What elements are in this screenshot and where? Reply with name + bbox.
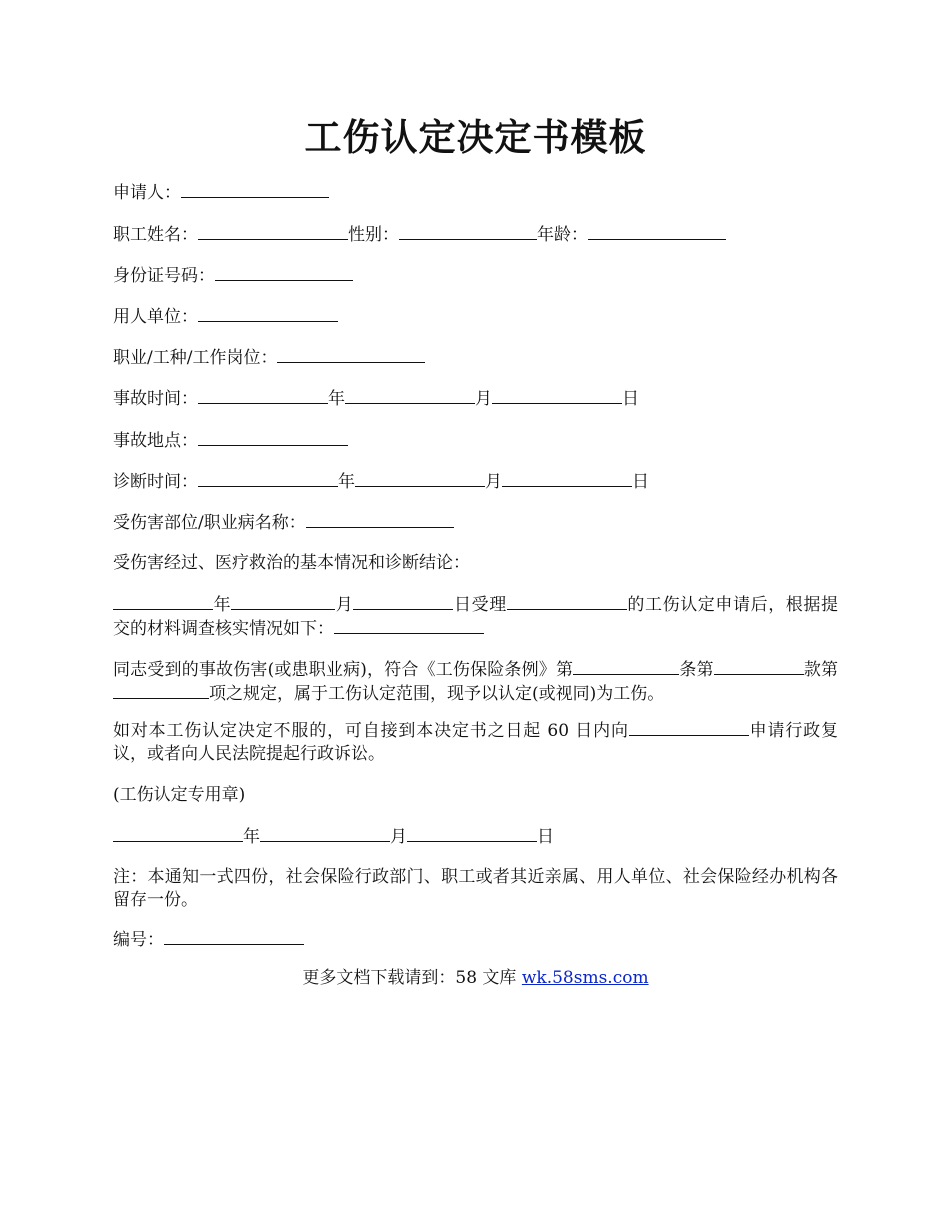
day-label: 日 xyxy=(632,472,649,492)
worker-name-blank xyxy=(198,223,348,240)
accident-month-blank xyxy=(345,387,475,404)
determination-text-b: 条第 xyxy=(679,660,714,680)
article-blank xyxy=(573,658,679,675)
year-label: 年 xyxy=(213,595,232,615)
appeal-text-b: 申请行政复议，或者向人民法院提起行政诉讼。 xyxy=(113,721,838,764)
accident-time-line xyxy=(113,387,838,411)
month-label: 月 xyxy=(390,827,407,847)
accident-day-blank xyxy=(492,387,622,404)
footer-link[interactable]: wk.58sms.com xyxy=(521,968,649,988)
serial-blank xyxy=(164,928,304,945)
acceptance-text-a: 日受理 xyxy=(453,595,507,615)
diagnosis-year-blank xyxy=(198,470,338,487)
injury-process-label: 受伤害经过、医疗救治的基本情况和诊断结论： xyxy=(113,553,470,573)
determination-paragraph xyxy=(113,658,838,706)
employer-label: 用人单位： xyxy=(113,307,198,327)
serial-label: 编号： xyxy=(113,930,164,950)
appeal-paragraph xyxy=(113,719,838,766)
gender-blank xyxy=(399,223,537,240)
accept-year-blank xyxy=(113,593,213,610)
applicant-line xyxy=(113,181,838,205)
clause-blank xyxy=(714,658,804,675)
serial-line xyxy=(113,928,838,952)
accept-applicant-blank xyxy=(507,593,627,610)
accident-place-line xyxy=(113,429,838,453)
appeal-text-a: 如对本工伤认定决定不服的，可自接到本决定书之日起 60 日内向 xyxy=(113,721,629,741)
injury-part-blank xyxy=(306,511,454,528)
gender-label: 性别： xyxy=(348,225,399,245)
sign-day-blank xyxy=(407,825,537,842)
year-label: 年 xyxy=(328,389,345,409)
accident-place-label: 事故地点： xyxy=(113,431,198,451)
month-label: 月 xyxy=(485,472,502,492)
sign-year-blank xyxy=(113,825,243,842)
occupation-label: 职业/工种/工作岗位： xyxy=(113,348,278,368)
seal-line xyxy=(113,784,838,807)
accident-place-blank xyxy=(198,429,348,446)
note-text: 注：本通知一式四份，社会保险行政部门、职工或者其近亲属、用人单位、社会保险经办机构各留存一份。 xyxy=(113,867,838,910)
acceptance-text-b: 的工伤认定申请后，根据提交的材料调查核实情况如下： xyxy=(113,595,839,639)
day-label: 日 xyxy=(622,389,639,409)
page-title: 工伤认定决定书模板 xyxy=(304,115,647,159)
diagnosis-time-label: 诊断时间： xyxy=(113,472,198,492)
id-number-label: 身份证号码： xyxy=(113,266,215,286)
accident-year-blank xyxy=(198,387,328,404)
footer-text: 更多文档下载请到：58 文库 xyxy=(302,968,522,988)
seal-text: (工伤认定专用章) xyxy=(113,785,246,805)
acceptance-paragraph xyxy=(113,593,838,641)
month-label: 月 xyxy=(335,595,354,615)
occupation-blank xyxy=(277,346,425,363)
employer-line xyxy=(113,305,838,329)
accept-month-blank xyxy=(231,593,335,610)
injury-part-label: 受伤害部位/职业病名称： xyxy=(113,513,306,533)
employer-blank xyxy=(198,305,338,322)
diagnosis-month-blank xyxy=(355,470,485,487)
applicant-blank xyxy=(181,181,329,198)
review-authority-blank xyxy=(629,719,749,736)
signature-date-line xyxy=(113,825,838,849)
sign-month-blank xyxy=(260,825,390,842)
id-number-line xyxy=(113,264,838,288)
worker-info-line xyxy=(113,223,838,247)
item-blank xyxy=(113,682,209,699)
determination-text-c: 款第 xyxy=(803,660,839,680)
diagnosis-day-blank xyxy=(502,470,632,487)
occupation-line xyxy=(113,346,838,370)
determination-text-d: 项之规定，属于工伤认定范围，现予以认定(或视同)为工伤。 xyxy=(209,684,665,704)
determination-text-a: 同志受到的事故伤害(或患职业病)，符合《工伤保险条例》第 xyxy=(113,660,574,680)
age-blank xyxy=(588,223,726,240)
day-label: 日 xyxy=(537,827,554,847)
accident-time-label: 事故时间： xyxy=(113,389,198,409)
month-label: 月 xyxy=(475,389,492,409)
worker-name-label: 职工姓名： xyxy=(113,225,198,245)
diagnosis-time-line xyxy=(113,470,838,494)
note-paragraph xyxy=(113,866,838,912)
footer xyxy=(113,967,838,990)
injury-process-line xyxy=(113,552,838,575)
year-label: 年 xyxy=(338,472,355,492)
year-label: 年 xyxy=(243,827,260,847)
findings-blank xyxy=(334,617,484,634)
age-label: 年龄： xyxy=(537,225,588,245)
applicant-label: 申请人： xyxy=(113,183,181,203)
injury-part-line xyxy=(113,511,838,535)
id-number-blank xyxy=(215,264,353,281)
accept-day-blank xyxy=(353,593,453,610)
